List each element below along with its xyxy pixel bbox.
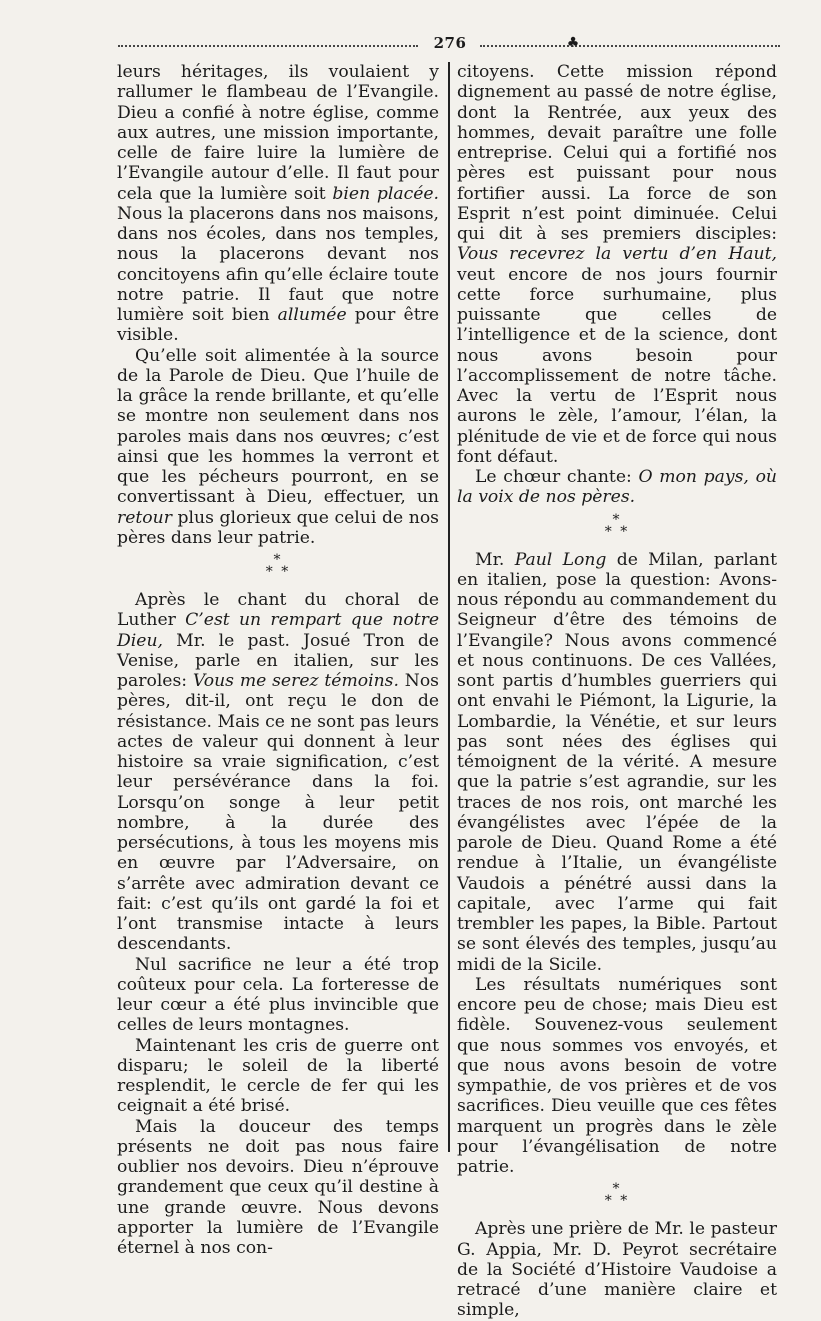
text-run: de Milan, parlant en italien, pose la question: Avons-nous répondu au commandement du Seigneur d’être des témoins de l’Evangile? Nous avons commencé et nous continuons. De ces Vallées, sont partis d’humbles guerriers qui ont envahi le Piémont, la Ligurie, la Lombardie, la Vénétie, et sur leurs pas sont nées des églises qui témoignent de la vérité. A mesure que la patrie s’est agrandie, sur les traces de nos rois, ont marché les évangélistes avec l’épée de la parole de Dieu. Quand Rome a été rendue à l’Italie, un évangéliste Vaudois a pénétré aussi dans la capitale, avec l’arme qui fait trembler les papes, la Bible. Partout se sont élevés des temples, jusqu’au midi de la Sicile. — [457, 549, 778, 975]
text-run: pour être visible. — [117, 305, 440, 346]
separator-star: * — [612, 511, 622, 528]
separator-stars: * * — [604, 1193, 630, 1210]
paragraph: Nul sacrifice ne leur a été trop coûteux pour cela. La forteresse de leur cœur a été plus invincible que celles de leurs montagnes. — [117, 954, 439, 1036]
emphasis: O mon pays, où la voix de nos pères. — [457, 467, 777, 508]
text-run: Après le chant du choral de Luther — [117, 590, 439, 631]
page-number: 276 — [433, 34, 467, 52]
paragraph: Maintenant les cris de guerre ont disparu; le soleil de la liberté resplendit, le cercle de fer qui les ceignait a été brisé. — [117, 1035, 439, 1117]
text-run: citoyens. Cette mission répond dignement au passé de notre église, dont la Rentrée, aux yeux des hommes, devait paraître une folle entreprise. Celui qui a fortifié nos pères est puissant pour nous fortifier aussi. La force de son Esprit n’est point diminuée. Celui qui dit à ses premiers disciples: — [457, 62, 777, 244]
text-run: plus glorieux que celui de nos pères dans leur patrie. — [117, 507, 439, 548]
paragraph — [117, 590, 439, 955]
page-header — [118, 34, 780, 56]
ornament-icon: ♣ — [566, 35, 580, 51]
emphasis: C’est un rempart que notre Dieu, — [117, 610, 439, 651]
text-run: Le chœur chante: — [475, 467, 639, 487]
separator-star: * — [612, 1181, 622, 1198]
text-run: Nos pères, dit-il, ont reçu le don de résistance. Mais ce ne sont pas leurs actes de valeur qui donnent à leur histoire sa vraie signification, c’est leur persévérance dans la foi. Lorsqu’on songe à leur petit nombre, à la durée des persécutions, à tous les moyens mis en œuvre par l’Adversaire, on s’arrête avec admiration devant ce fait: c’est qu’ils ont gardé la foi et l’ont transmise intacte à leurs descendants. — [117, 671, 439, 955]
text-run: Mr. le past. Josué Tron de Venise, parle en italien, sur les paroles: — [117, 630, 439, 691]
separator-star: * — [273, 552, 283, 568]
paragraph — [117, 346, 439, 549]
paragraph — [457, 550, 777, 975]
text-run: Mr. — [475, 549, 515, 570]
header-rule-right — [480, 45, 780, 47]
emphasis: allumée — [277, 305, 347, 325]
text-run: veut encore de nos jours fournir cette force surhumaine, plus puissante que celles de l’intelligence et de la science, dont nous avons besoin pour l’accomplissement de notre tâche. Avec la vertu de l’Esprit nous aurons le zèle, l’amour, l’élan, la plénitude de vie et de force qui nous font défaut. — [457, 264, 777, 467]
section-separator — [457, 1181, 777, 1210]
emphasis: Vous me serez témoins. — [192, 671, 399, 691]
separator-stars: * * — [604, 523, 630, 540]
paragraph — [117, 62, 439, 346]
emphasis: Paul Long — [514, 549, 607, 570]
column-divider — [448, 62, 450, 1152]
left-column — [117, 62, 439, 1258]
paragraph — [457, 467, 777, 508]
emphasis: retour — [117, 507, 172, 528]
text-run: leurs héritages, ils voulaient y rallumer le flambeau de l’Evangile. Dieu a confié à notre église, comme aux autres, une mission importante, celle de faire luire la lumière de l’Evangile autour d’elle. Il faut pour cela que la lumière soit — [117, 62, 439, 204]
header-rule-left — [118, 45, 418, 47]
paragraph: Après une prière de Mr. le pasteur G. Appia, Mr. D. Peyrot secrétaire de la Société d’Histoire Vaudoise a retracé d’une manière claire et simple, — [457, 1219, 777, 1321]
text-run: Qu’elle soit alimentée à la source de la Parole de Dieu. Que l’huile de la grâce la rende brillante, et qu’elle se montre non seulement dans nos paroles mais dans nos œuvres; c’est ainsi que les hommes la verront et que les pécheurs pourront, en se convertissant à Dieu, effectuer, un — [117, 345, 439, 508]
emphasis: Vous recevrez la vertu d’en Haut, — [457, 244, 777, 265]
paragraph — [457, 62, 777, 467]
paragraph: Les résultats numériques sont encore peu de chose; mais Dieu est fidèle. Souvenez-vous seulement que nous sommes vos envoyés, et que nous avons besoin de votre sympathie, de vos prières et de vos sacrifices. Dieu veuille que ces fêtes marquent un progrès dans le zèle pour l’évangélisation de notre patrie. — [457, 974, 777, 1177]
right-column — [457, 62, 777, 1321]
text-run: Nous la placerons dans nos maisons, dans nos écoles, dans nos temples, nous la placerons devant nos concitoyens afin qu’elle éclaire toute notre patrie. Il faut que notre lumière soit bien — [117, 203, 439, 325]
emphasis: bien placée. — [332, 183, 439, 204]
section-separator — [117, 554, 439, 578]
paragraph: Mais la douceur des temps présents ne doit pas nous faire oublier nos devoirs. Dieu n’éprouve grandement que ceux qu’il destine à une grande œuvre. Nous devons apporter la lumière de l’Evangile éternel à nos con- — [117, 1116, 439, 1258]
separator-stars: * * — [265, 564, 291, 580]
section-separator — [457, 511, 777, 540]
